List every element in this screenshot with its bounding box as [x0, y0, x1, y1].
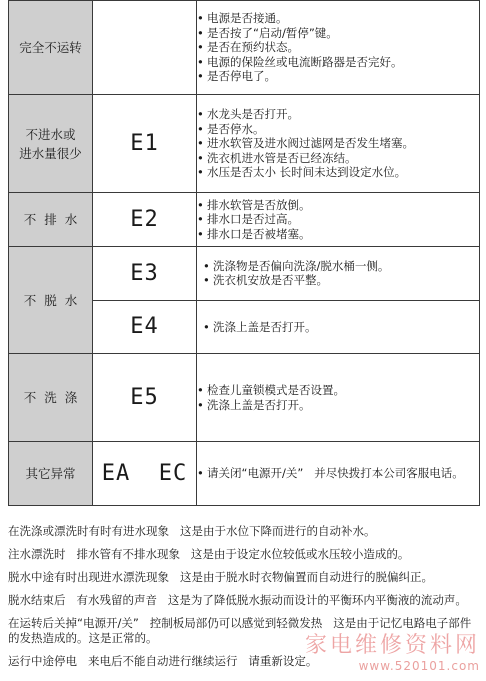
error-code-cell: [93, 193, 197, 247]
checks-cell: [197, 193, 480, 247]
checks-cell: [197, 354, 480, 442]
symptom-cell: [9, 247, 93, 354]
check-list: [197, 198, 479, 242]
check-list: [197, 11, 479, 84]
error-code-cell: [93, 1, 197, 95]
list-item: • 水龙头是否打开。: [197, 107, 479, 122]
table-row: [9, 1, 480, 95]
error-code-cell: [93, 95, 197, 193]
symptom-cell: [9, 354, 93, 442]
list-item: • 是否停水。: [197, 122, 479, 137]
error-code-cell: [93, 247, 197, 354]
note-paragraph: 脱水中途有时出现进水漂洗现象 这是由于脱水时衣物偏置而自动进行的脱偏纠正。: [8, 570, 433, 584]
list-item: • 是否按了“启动/暂停”键。: [197, 26, 479, 41]
error-code: E2: [130, 207, 159, 232]
symptom-label: 完全不运转: [19, 40, 82, 55]
list-item: • 请关闭“电源开/关” 并尽快拨打本公司客服电话。: [197, 466, 479, 481]
table-row: [9, 247, 480, 354]
troubleshooting-table: [8, 0, 480, 506]
table-row: [9, 193, 480, 247]
symptom-label: 不 洗 涤: [23, 390, 78, 405]
list-item: • 排水软管是否放倒。: [197, 198, 479, 213]
error-code-cell: [93, 442, 197, 506]
error-code: E1: [130, 131, 159, 156]
error-code: EA EC: [101, 461, 188, 486]
checks-cell: [197, 95, 480, 193]
note-paragraph: 在运转后关掉“电源开/关” 控制板局部仍可以感觉到轻微发热 这是由于记忆电路电子部件的发热造成的。这是正常的。: [8, 616, 472, 645]
watermark-url: www.520101.com: [358, 659, 480, 673]
checks-cell: [197, 1, 480, 95]
list-item: • 排水口是否被堵塞。: [197, 227, 479, 242]
error-code: E5: [130, 385, 159, 410]
list-item: • 水压是否太小 长时间未达到设定水位。: [197, 165, 479, 180]
symptom-label: 其它异常: [25, 466, 76, 481]
check-list: [203, 320, 317, 335]
list-item: • 洗涤上盖是否打开。: [203, 320, 317, 335]
symptom-cell: [9, 442, 93, 506]
note-paragraph: 在洗涤或漂洗时有时有进水现象 这是由于水位下降而进行的自动补水。: [8, 524, 376, 538]
check-list: [197, 107, 479, 180]
note-paragraph: 脱水结束后 有水残留的声音 这是为了降低脱水振动而设计的平衡环内平衡液的流动声。: [8, 593, 467, 607]
checks-cell: [197, 442, 480, 506]
list-item: • 是否在预约状态。: [197, 40, 479, 55]
note-paragraph: 运行中途停电 来电后不能自动进行继续运行 请重新设定。: [8, 654, 318, 668]
table-row: [9, 95, 480, 193]
list-item: • 洗衣机进水管是否已经冻结。: [197, 151, 479, 166]
symptom-label: 不 排 水: [23, 212, 78, 227]
symptom-label: 不进水或 进水量很少: [19, 126, 82, 161]
check-list: [203, 259, 389, 288]
table-row: [9, 354, 480, 442]
error-code: E4: [130, 314, 159, 340]
list-item: • 是否停电了。: [197, 69, 479, 84]
table-row: [9, 442, 480, 506]
list-item: • 洗衣机安放是否平整。: [203, 273, 389, 288]
symptom-cell: [9, 1, 93, 95]
list-item: • 电源的保险丝或电流断路器是否完好。: [197, 55, 479, 70]
check-list: [197, 383, 479, 412]
list-item: • 检查儿童锁模式是否设置。: [197, 383, 479, 398]
symptom-cell: [9, 193, 93, 247]
list-item: • 进水软管及进水阀过滤网是否发生堵塞。: [197, 136, 479, 151]
watermark-title: 家电维修资料网: [304, 633, 480, 658]
list-item: • 排水口是否过高。: [197, 212, 479, 227]
note-paragraph: 注水漂洗时 排水管有不排水现象 这是由于设定水位较低或水压较小造成的。: [8, 547, 410, 561]
list-item: • 电源是否接通。: [197, 11, 479, 26]
list-item: • 洗涤上盖是否打开。: [197, 398, 479, 413]
check-list: [197, 466, 479, 481]
watermark: [305, 628, 480, 673]
symptom-cell: [9, 95, 93, 193]
checks-cell: [197, 247, 480, 354]
error-code: E3: [130, 260, 159, 286]
error-code-cell: [93, 354, 197, 442]
symptom-label: 不 脱 水: [23, 292, 78, 308]
list-item: • 洗涤物是否偏向洗涤/脱水桶一侧。: [203, 259, 389, 274]
